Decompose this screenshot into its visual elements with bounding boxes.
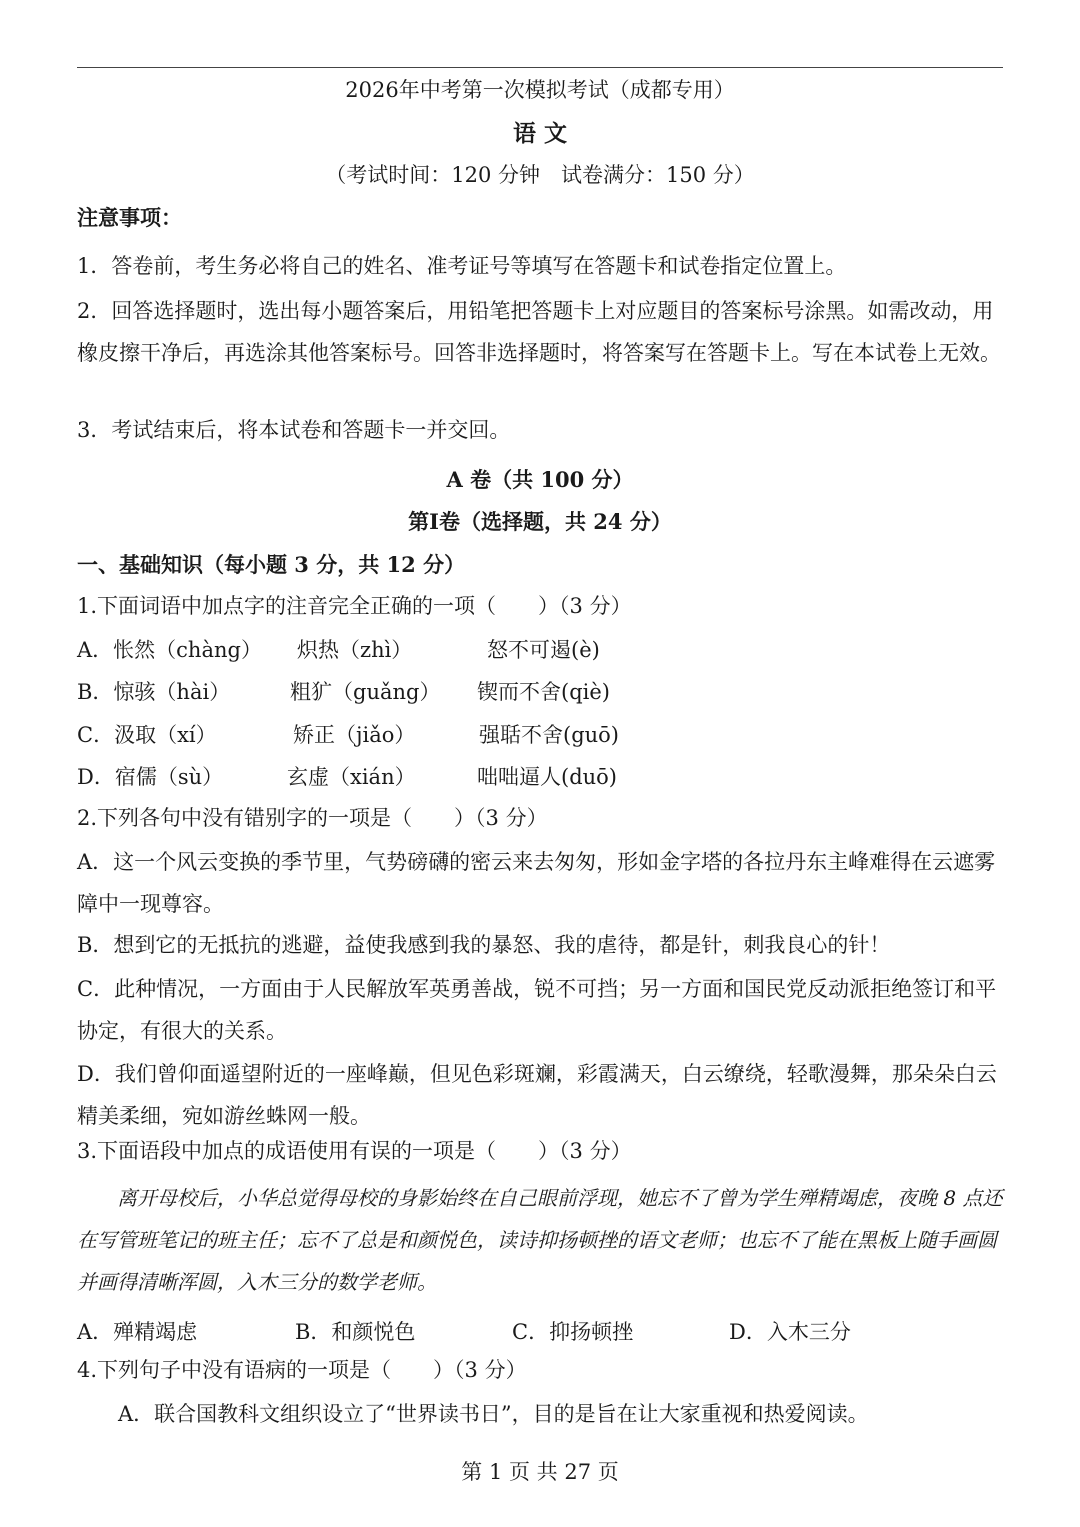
q1-c-word1: C．汲取（xí）	[77, 723, 217, 747]
q3-option-c: C．抑扬顿挫	[512, 1320, 634, 1344]
q1-stem: 1.下面词语中加点字的注音完全正确的一项（ ）（3 分）	[77, 594, 632, 618]
part1-heading: 第Ⅰ卷（选择题，共 24 分）	[408, 509, 672, 534]
q4-stem: 4.下列句子中没有语病的一项是（ ）（3 分）	[77, 1358, 527, 1382]
q3-option-a: A．殚精竭虑	[77, 1320, 198, 1344]
q1-d-word1: D．宿儒（sù）	[77, 765, 224, 789]
q1-a-word1: A．怅然（chàng）	[77, 638, 262, 662]
q1-b-word1: B．惊骇（hài）	[77, 680, 231, 704]
notice-item-2: 2．回答选择题时，选出每小题答案后，用铅笔把答题卡上对应题目的答案标号涂黑。如需改动，用橡皮擦干净后，再选涂其他答案标号。回答非选择题时，将答案写在答题卡上。写在本试卷上无效。	[77, 299, 1001, 365]
notice-heading: 注意事项：	[77, 205, 182, 230]
q2-stem: 2.下列各句中没有错别字的一项是（ ）（3 分）	[77, 806, 548, 830]
notice-item-1: 1．答卷前，考生务必将自己的姓名、准考证号等填写在答题卡和试卷指定位置上。	[77, 254, 847, 278]
q3-option-b: B．和颜悦色	[295, 1320, 416, 1344]
q1-a-word3: 怒不可遏(è)	[487, 638, 600, 662]
exam-info: （考试时间：120 分钟 试卷满分：150 分）	[325, 163, 755, 187]
top-rule	[77, 67, 1003, 68]
q1-c-word2: 矫正（jiǎo）	[293, 723, 416, 747]
q3-stem: 3.下面语段中加点的成语使用有误的一项是（ ）（3 分）	[77, 1139, 632, 1163]
page-footer: 第 1 页 共 27 页	[461, 1460, 619, 1484]
notice-item-3: 3．考试结束后，将本试卷和答题卡一并交回。	[77, 418, 511, 442]
subject-title: 语 文	[512, 120, 567, 147]
q1-b-word3: 锲而不舍(qiè)	[477, 680, 610, 704]
q2-option-d: D．我们曾仰面遥望附近的一座峰巅，但见色彩斑斓，彩霞满天，白云缭绕，轻歌漫舞，那朵朵白云精美柔细，宛如游丝蛛网一般。	[77, 1062, 997, 1128]
q2-option-a: A．这一个风云变换的季节里，气势磅礴的密云来去匆匆，形如金字塔的各拉丹东主峰难得在云遮雾障中一现尊容。	[77, 850, 996, 916]
exam-title: 2026年中考第一次模拟考试（成都专用）	[345, 78, 735, 102]
q2-option-b: B．想到它的无抵抗的逃避，益使我感到我的暴怒、我的虐待，都是针，刺我良心的针！	[77, 933, 891, 957]
q1-d-word2: 玄虚（xián）	[287, 765, 416, 789]
section1-heading: 一、基础知识（每小题 3 分，共 12 分）	[77, 552, 466, 577]
q1-a-word2: 炽热（zhì）	[297, 638, 413, 662]
q1-c-word3: 强聒不舍(guō)	[479, 723, 619, 747]
q4-option-a: A．联合国教科文组织设立了“世界读书日”，目的是旨在让大家重视和热爱阅读。	[118, 1402, 869, 1426]
q3-passage: 离开母校后，小华总觉得母校的身影始终在自己眼前浮现，她忘不了曾为学生殚精竭虑，夜晚 8 点还在写管班笔记的班主任；忘不了总是和颜悦色，读诗抑扬顿挫的语文老师；也忘不了能在黑板上随手画圆并画得清晰浑圆，入木三分的数学老师。	[77, 1186, 1003, 1294]
q2-option-c: C．此种情况，一方面由于人民解放军英勇善战，锐不可挡；另一方面和国民党反动派拒绝签订和平协定，有很大的关系。	[77, 977, 997, 1043]
section-a-heading: A 卷（共 100 分）	[446, 467, 634, 492]
q1-b-word2: 粗犷（guǎng）	[290, 680, 441, 704]
q1-d-word3: 咄咄逼人(duō)	[477, 765, 617, 789]
q3-option-d: D．入木三分	[729, 1320, 851, 1344]
